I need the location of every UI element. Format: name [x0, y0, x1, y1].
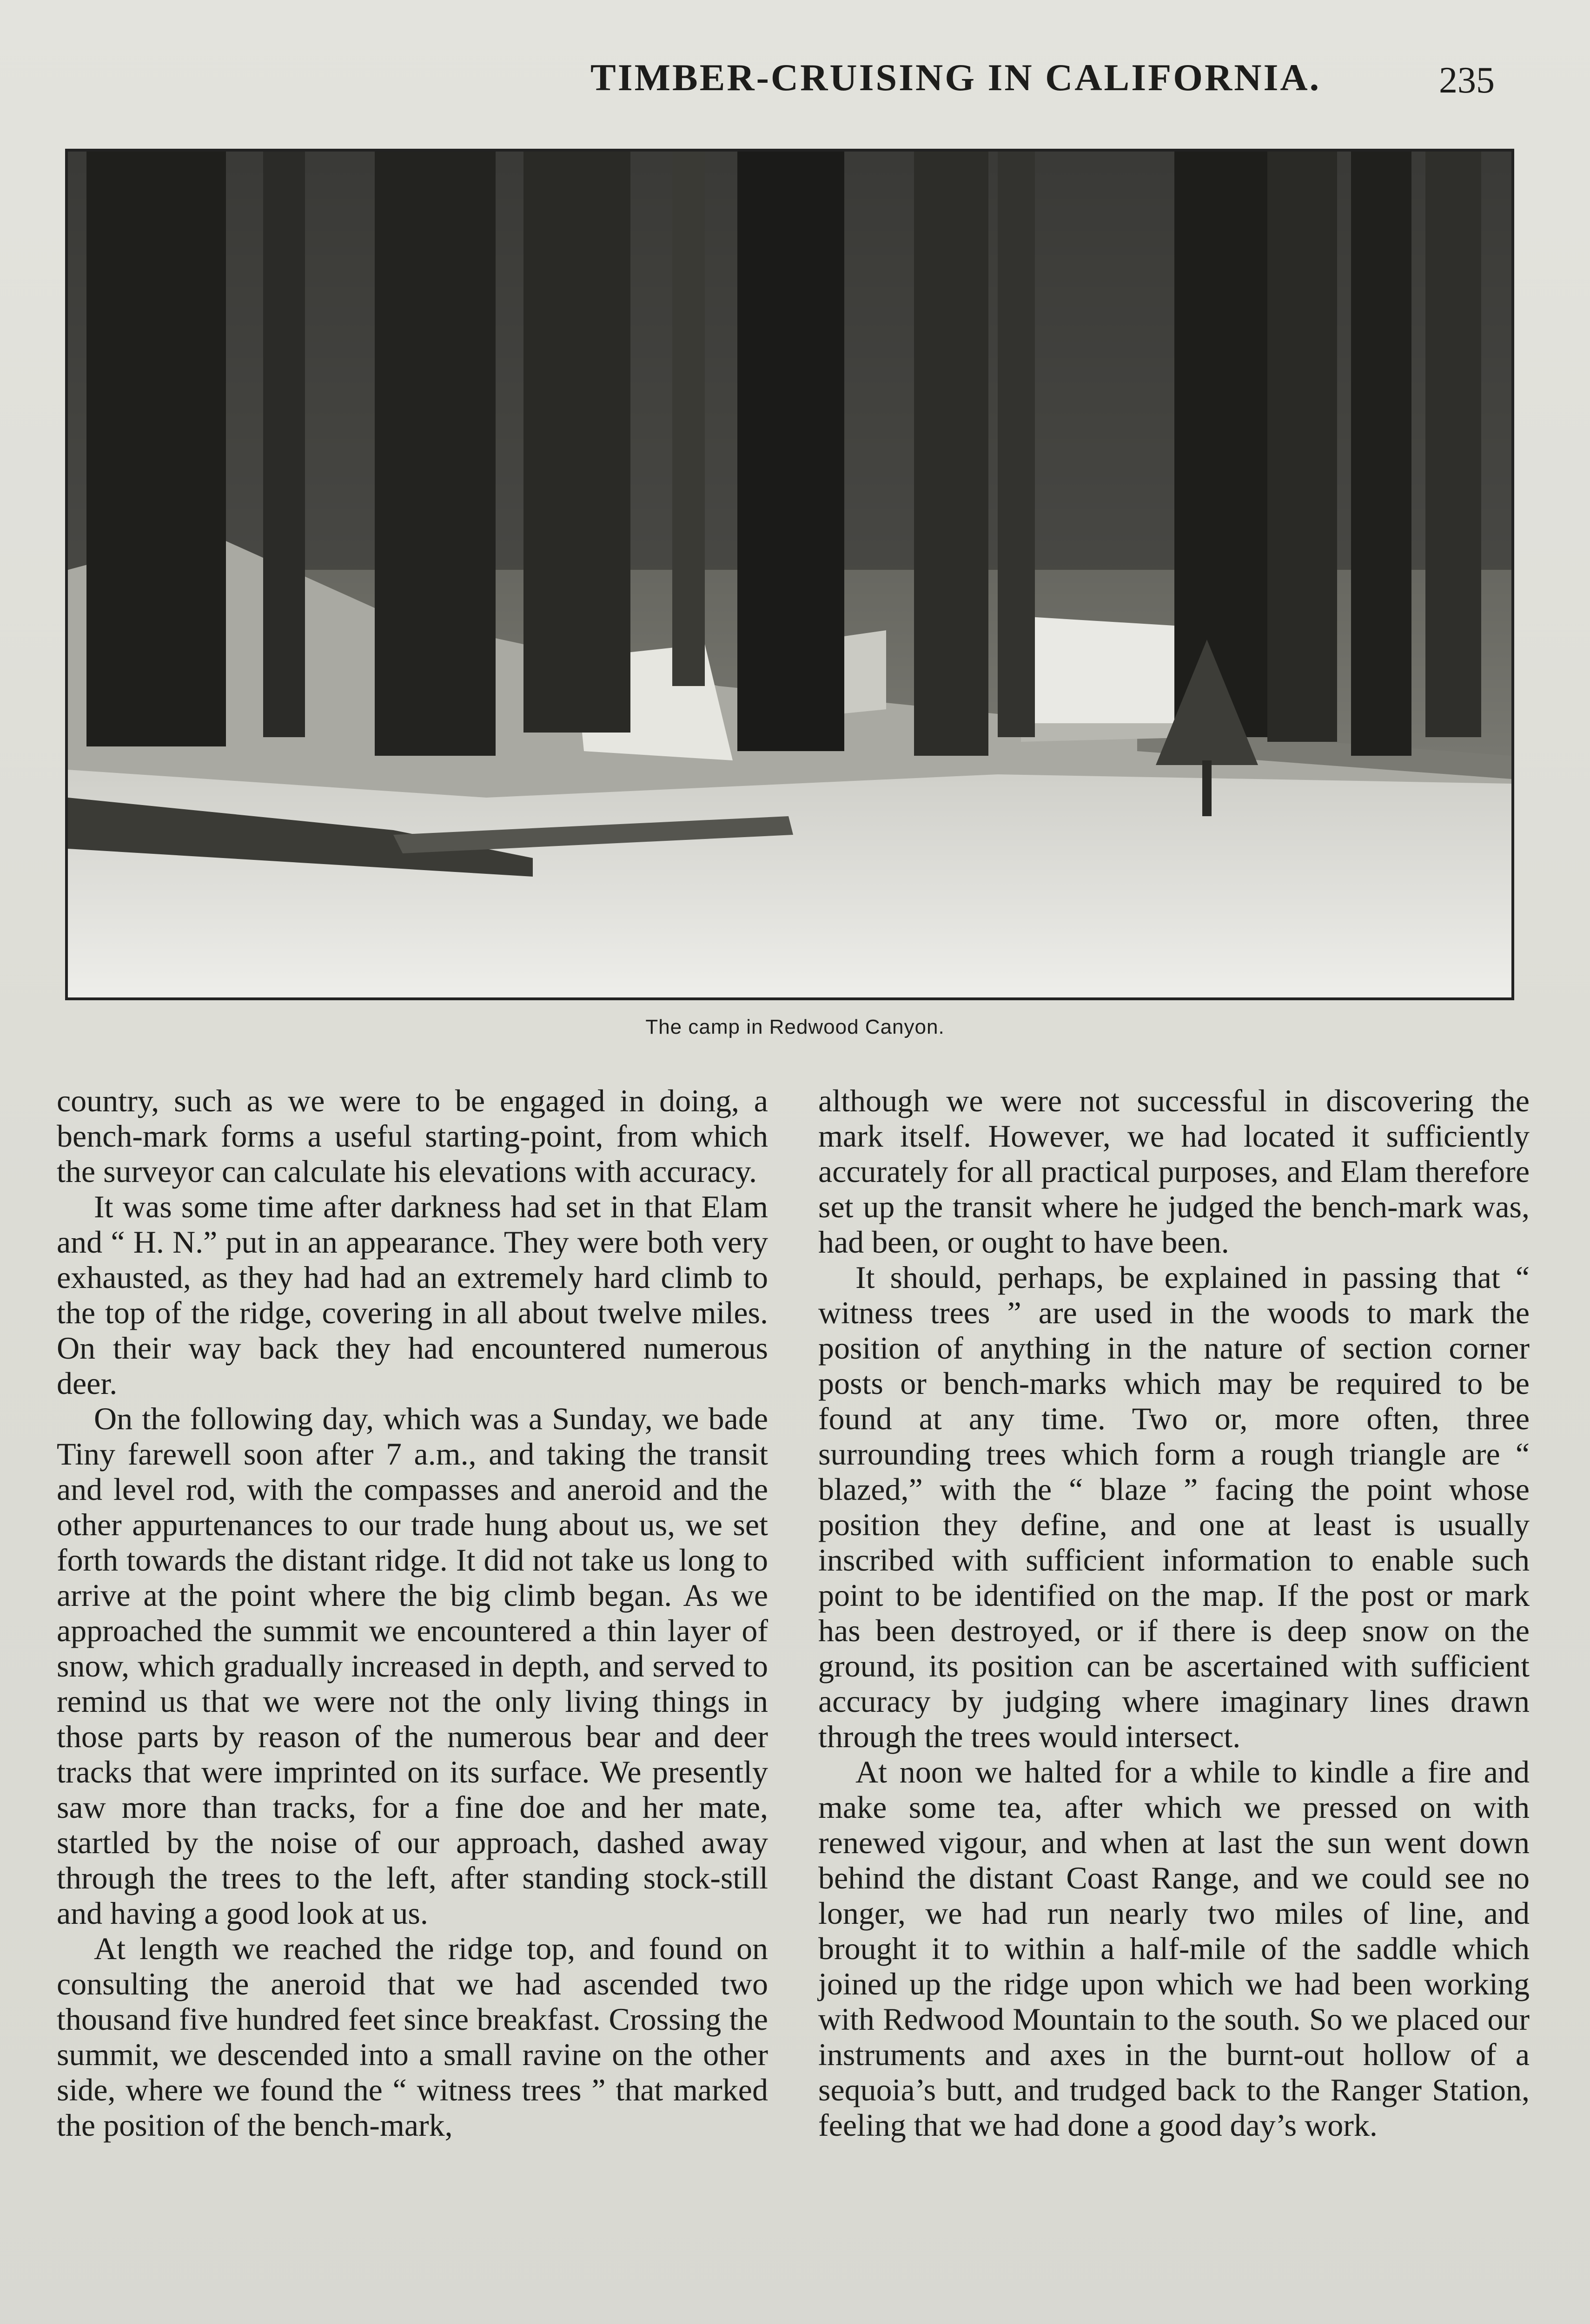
paragraph: country, such as we were to be engaged in doing, a bench-mark forms a useful starting-point, from which the surveyor can calculate his elevations with accuracy. [57, 1083, 768, 1189]
paragraph: At length we reached the ridge top, and found on consulting the aneroid that we had ascended two thousand five hundred feet since breakfast. Crossing the summit, we descended into a small ravine on the other side, where we found the “ witness trees ” that marked the position of the bench-mark, [57, 1931, 768, 2143]
running-head: TIMBER-CRUISING IN CALIFORNIA. [590, 56, 1321, 99]
paragraph: On the following day, which was a Sunday, we bade Tiny farewell soon after 7 a.m., and taking the transit and level rod, with the compasses and aneroid and the other appurtenances to our trade hung about us, we set forth towards the distant ridge. It did not take us long to arrive at the point where the big climb began. As we approached the summit we encountered a thin layer of snow, which gradually increased in depth, and served to remind us that we were not the only living things in those parts by reason of the numerous bear and deer tracks that were imprinted on its surface. We presently saw more than tracks, for a fine doe and her mate, startled by the noise of our approach, dashed away through the trees to the left, after standing stock-still and having a good look at us. [57, 1401, 768, 1931]
left-column [57, 1083, 768, 2143]
camp-photograph [65, 149, 1514, 1000]
paragraph: At noon we halted for a while to kindle a fire and make some tea, after which we pressed on with renewed vigour, and when at last the sun went down behind the distant Coast Range, and we could see no longer, we had run nearly two miles of line, and brought it to within a half-mile of the saddle which joined up the ridge upon which we had been working with Redwood Mountain to the south. So we placed our instruments and axes in the burnt-out hollow of a sequoia’s butt, and trudged back to the Ranger Station, feeling that we had done a good day’s work. [818, 1754, 1530, 2143]
paragraph: It was some time after darkness had set in that Elam and “ H. N.” put in an appearance. They were both very exhausted, as they had had an extremely hard climb to the top of the ridge, covering in all about twelve miles. On their way back they had encountered numerous deer. [57, 1189, 768, 1401]
right-column [818, 1083, 1530, 2143]
paragraph: It should, perhaps, be explained in passing that “ witness trees ” are used in the woods to mark the position of anything in the nature of section corner posts or bench-marks which may be required to be found at any time. Two or, more often, three surrounding trees which form a rough triangle are “ blazed,” with the “ blaze ” facing the point whose position they define, and one at least is usually inscribed with sufficient information to enable such point to be identified on the map. If the post or mark has been destroyed, or if there is deep snow on the ground, its position can be ascertained with sufficient accuracy by judging where imaginary lines drawn through the trees would intersect. [818, 1260, 1530, 1754]
paragraph: although we were not successful in discovering the mark itself. However, we had located it sufficiently accurately for all practical purposes, and Elam therefore set up the transit where he judged the bench-mark was, had been, or ought to have been. [818, 1083, 1530, 1260]
page-number: 235 [1439, 60, 1495, 101]
figure-caption: The camp in Redwood Canyon. [645, 1016, 945, 1038]
